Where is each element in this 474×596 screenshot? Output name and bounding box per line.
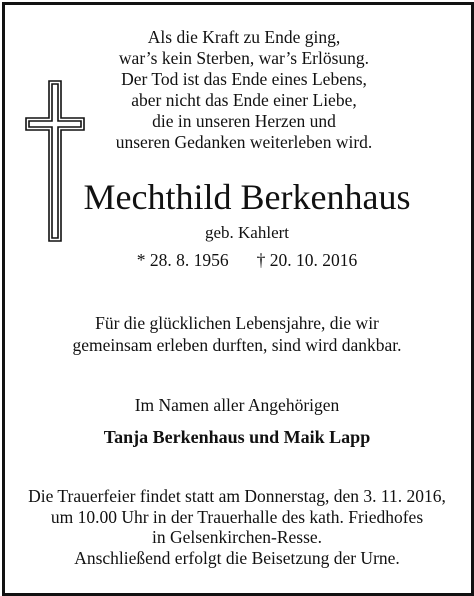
poem-line: Der Tod ist das Ende eines Lebens,	[121, 69, 367, 89]
poem-line: aber nicht das Ende einer Liebe,	[131, 90, 357, 110]
service-line: Die Trauerfeier findet statt am Donnerstag, den 3. 11. 2016,	[28, 486, 446, 506]
service-line: Anschließend erfolgt die Beisetzung der Urne.	[74, 547, 400, 568]
deceased-name: Mechthild Berkenhaus	[83, 177, 411, 217]
poem-line: war’s kein Sterben, war’s Erlösung.	[118, 48, 370, 68]
service-line: um 10.00 Uhr in der Trauerhalle des kath. Friedhofes	[50, 506, 424, 527]
thanks-line: Für die glücklichen Lebensjahre, die wir	[95, 313, 379, 333]
poem-line: die in unseren Herzen und	[152, 111, 336, 131]
poem-line: unseren Gedanken weiterleben wird.	[115, 132, 373, 152]
maiden-name: geb. Kahlert	[204, 223, 290, 242]
thanks-text	[0, 312, 474, 356]
birth-date: * 28. 8. 1956	[136, 250, 229, 270]
thanks-line: gemeinsam erleben durften, sind wird dankbar.	[72, 335, 402, 355]
on-behalf-text: Im Namen aller Angehörigen	[134, 395, 340, 415]
service-line: in Gelsenkirchen-Resse.	[151, 527, 323, 547]
signers: Tanja Berkenhaus und Maik Lapp	[103, 427, 371, 447]
poem-line: Als die Kraft zu Ende ging,	[147, 27, 341, 47]
life-dates	[0, 250, 474, 270]
death-date: † 20. 10. 2016	[256, 250, 358, 270]
funeral-service-info	[0, 486, 474, 568]
